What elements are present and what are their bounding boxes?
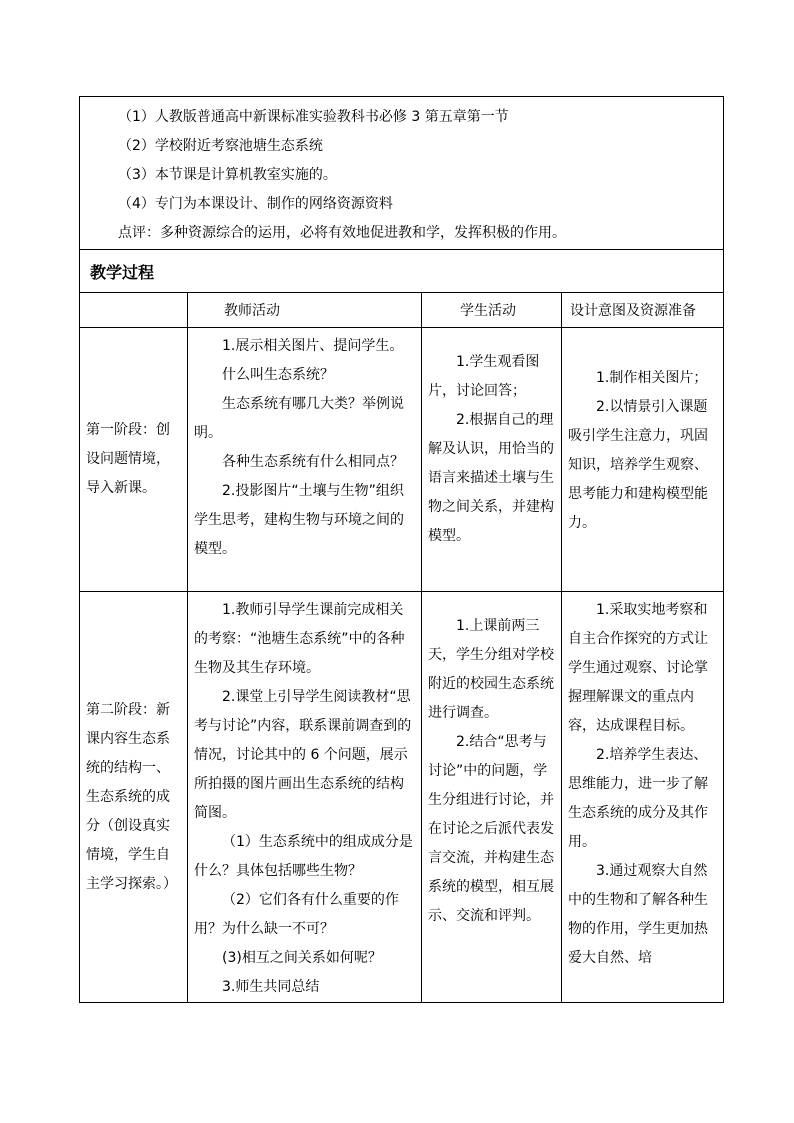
- teacher-activity-line: (3)相互之间关系如何呢？: [222, 950, 382, 966]
- header-design-intent: 设计意图及资源准备: [562, 293, 724, 328]
- resource-item: （3）本节课是计算机教室实施的。: [118, 167, 337, 183]
- design-intent-cell: [562, 328, 724, 592]
- teacher-activity-line: （2）它们各有什么重要的作用？为什么缺一不可？: [194, 892, 399, 937]
- teacher-activity-line: 什么叫生态系统？: [222, 367, 334, 383]
- section-title: 教学过程: [80, 250, 724, 293]
- teacher-activity-line: 各种生态系统有什么相同点？: [222, 454, 404, 470]
- teacher-activity-line: 2.课堂上引导学生阅读教材“思考与讨论”内容，联系课前调查到的情况，讨论其中的 6 个问题，展示所拍摄的图片画出生态系统的结构简图。: [194, 689, 412, 821]
- stage-row-1: [80, 328, 724, 592]
- teacher-activity-line: （1）生态系统中的组成成分是什么？具体包括哪些生物？: [194, 834, 413, 879]
- design-intent-line: 3.通过观察大自然中的生物和了解各种生物的作用，学生更加热爱大自然、培: [568, 863, 708, 966]
- teacher-activity-line: 生态系统有哪几大类？举例说明。: [194, 396, 404, 441]
- teacher-activity-cell: [188, 592, 422, 1003]
- column-header-row: [80, 293, 724, 328]
- design-intent-cell: [562, 592, 724, 1003]
- student-activity-line: 1.学生观看图片，讨论回答；: [428, 354, 540, 399]
- teacher-activity-line: 1.教师引导学生课前完成相关的考察：“池塘生态系统”中的各种生物及其生存环境。: [194, 602, 405, 676]
- design-intent-line: 2.以情景引入课题吸引学生注意力，巩固知识，培养学生观察、思考能力和建构模型能力。: [568, 399, 708, 531]
- lesson-plan-table: [79, 96, 724, 1003]
- design-intent-line: 2.培养学生表达、思维能力，进一步了解生态系统的成分及其作用。: [568, 747, 708, 850]
- stage-name: 第二阶段：新课内容生态系统的结构一、生态系统的成分（创设真实情境，学生自主学习探索。）: [80, 592, 188, 1003]
- teacher-activity-cell: [188, 328, 422, 592]
- student-activity-line: 2.结合“思考与讨论”中的问题，学生分组进行讨论，并在讨论之后派代表发言交流，并构建生态系统的模型，相互展示、交流和评判。: [428, 734, 554, 924]
- header-student-activity: 学生活动: [422, 293, 562, 328]
- resources-row: [80, 97, 724, 250]
- student-activity-cell: [422, 592, 562, 1003]
- resource-item: （2）学校附近考察池塘生态系统: [118, 138, 323, 154]
- teacher-activity-line: 2.投影图片“土壤与生物”组织学生思考，建构生物与环境之间的模型。: [194, 483, 404, 557]
- teacher-activity-line: 3.师生共同总结: [222, 979, 320, 995]
- design-intent-line: 1.制作相关图片；: [596, 370, 708, 386]
- teacher-activity-line: 1.展示相关图片、提问学生。: [222, 338, 404, 354]
- student-activity-line: 2.根据自己的理解及认识，用恰当的语言来描述土壤与生物之间关系，并建构模型。: [428, 412, 554, 544]
- student-activity-line: 1.上课前两三天，学生分组对学校附近的校园生态系统进行调查。: [428, 618, 554, 721]
- design-intent-line: 1.采取实地考察和自主合作探究的方式让学生通过观察、讨论掌握理解课文的重点内容，达成课程目标。: [568, 602, 708, 734]
- stage-name: 第一阶段：创设问题情境，导入新课。: [80, 328, 188, 592]
- header-teacher-activity: 教师活动: [188, 293, 422, 328]
- resource-item: （4）专门为本课设计、制作的网络资源资料: [118, 196, 393, 212]
- section-title-row: [80, 250, 724, 293]
- header-stage: [80, 293, 188, 328]
- resource-comment: 点评：多种资源综合的运用，必将有效地促进教和学，发挥积极的作用。: [118, 225, 566, 241]
- resources-cell: [80, 97, 724, 250]
- resource-item: （1）人教版普通高中新课标准实验教科书必修 3 第五章第一节: [118, 109, 509, 125]
- student-activity-cell: [422, 328, 562, 592]
- stage-row-2: [80, 592, 724, 1003]
